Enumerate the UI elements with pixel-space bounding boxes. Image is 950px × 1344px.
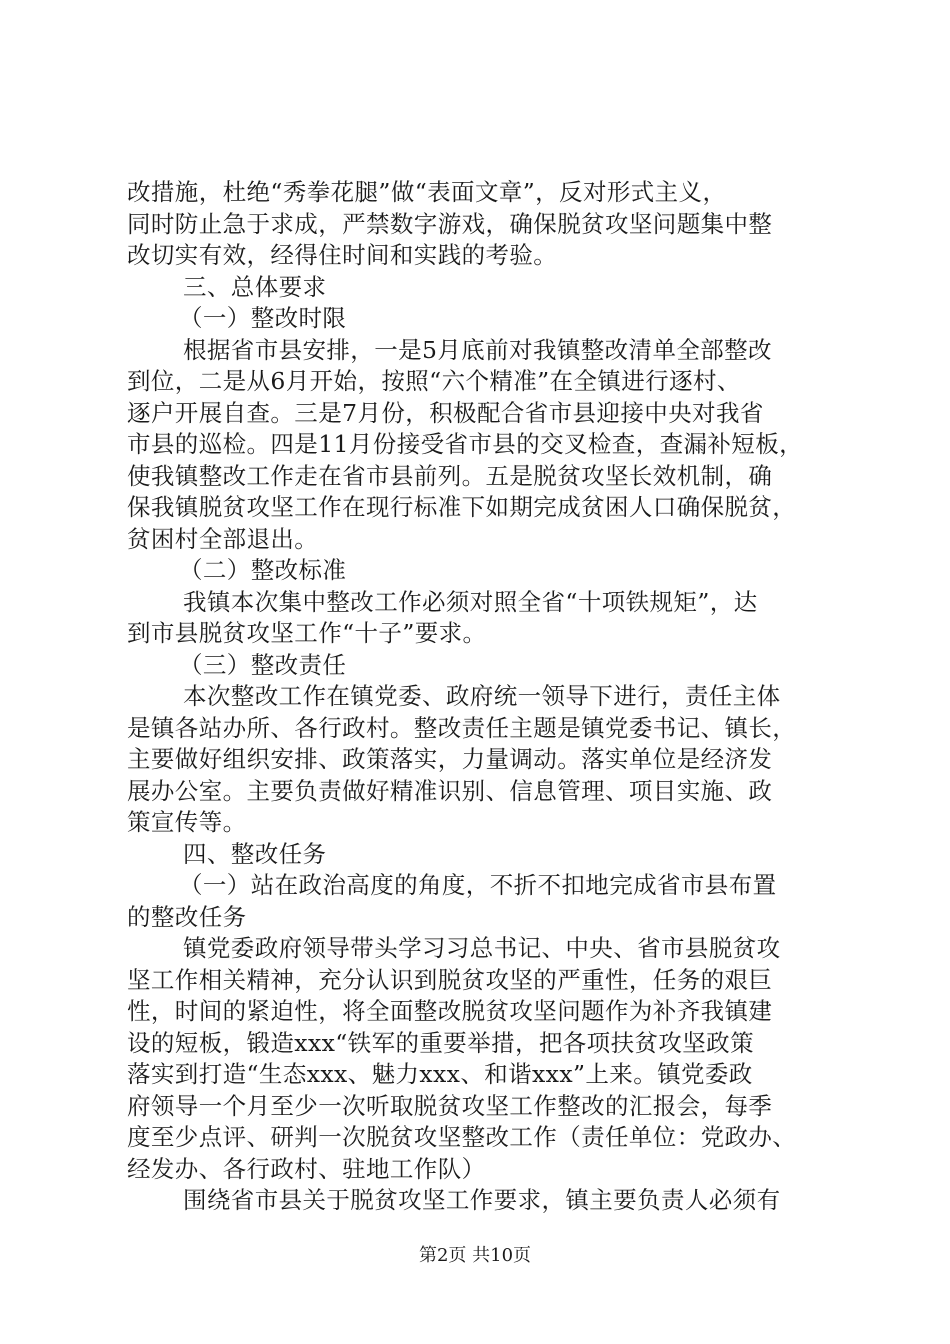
subsection-heading: （一）整改时限	[179, 304, 347, 332]
text-line: 是镇各站办所、各行政村。整改责任主题是镇党委书记、镇长，	[127, 713, 797, 742]
text-line: 根据省市县安排，一是5月底前对我镇整改清单全部整改	[183, 335, 772, 364]
text-line: 镇党委政府领导带头学习习总书记、中央、省市县脱贫攻	[183, 934, 781, 962]
text-line: 本次整改工作在镇党委、政府统一领导下进行，责任主体	[183, 682, 781, 710]
text-line: 逐户开展自查。三是7月份，积极配合省市县迎接中央对我省	[127, 398, 764, 427]
text-line: 性，时间的紧迫性，将全面整改脱贫攻坚问题作为补齐我镇建	[127, 997, 773, 1025]
text-line: 落实到打造“生态xxx、魅力xxx、和谐xxx”上来。镇党委政	[127, 1060, 753, 1088]
text-line: 市县的巡检。四是11月份接受省市县的交叉检查，查漏补短板，	[127, 430, 804, 458]
text-line: 的整改任务	[127, 902, 247, 931]
text-line: 贫困村全部退出。	[127, 524, 319, 553]
text-line: 改措施，杜绝“秀拳花腿”做“表面文章”，反对形式主义，	[127, 178, 727, 206]
text-line: 同时防止急于求成，严禁数字游戏，确保脱贫攻坚问题集中整	[127, 209, 773, 238]
text-line: 展办公室。主要负责做好精准识别、信息管理、项目实施、政	[127, 776, 773, 805]
text-line: 坚工作相关精神，充分认识到脱贫攻坚的严重性，任务的艰巨	[127, 965, 773, 994]
text-line: 府领导一个月至少一次听取脱贫攻坚工作整改的汇报会，每季	[127, 1091, 773, 1120]
text-line: 到市县脱贫攻坚工作“十子”要求。	[127, 619, 487, 647]
text-line: 我镇本次集中整改工作必须对照全省“十项铁规矩”，达	[183, 587, 758, 616]
text-line: 设的短板，锻造xxx“铁军的重要举措，把各项扶贫攻坚政策	[127, 1028, 754, 1057]
page-number: 第2页 共10页	[418, 1245, 532, 1266]
text-line: 到位，二是从6月开始，按照“六个精准”在全镇进行逐村、	[127, 367, 741, 395]
subsection-heading: （一）站在政治高度的角度，不折不扣地完成省市县布置	[179, 871, 777, 899]
text-line: 保我镇脱贫攻坚工作在现行标准下如期完成贫困人口确保脱贫，	[127, 493, 797, 521]
text-line: 主要做好组织安排、政策落实，力量调动。落实单位是经济发	[127, 745, 773, 773]
section-heading: 四、整改任务	[183, 839, 327, 868]
text-line: 策宣传等。	[127, 808, 247, 836]
subsection-heading: （二）整改标准	[179, 556, 347, 584]
text-line: 改切实有效，经得住时间和实践的考验。	[127, 241, 558, 269]
subsection-heading: （三）整改责任	[179, 650, 347, 679]
text-line: 围绕省市县关于脱贫攻坚工作要求，镇主要负责人必须有	[183, 1186, 781, 1214]
text-line: 经发办、各行政村、驻地工作队）	[127, 1154, 486, 1183]
text-line: 度至少点评、研判一次脱贫攻坚整改工作（责任单位：党政办、	[127, 1123, 797, 1151]
document-body	[127, 177, 837, 1217]
section-heading: 三、总体要求	[183, 272, 327, 301]
text-line: 使我镇整改工作走在省市县前列。五是脱贫攻坚长效机制，确	[127, 461, 773, 490]
